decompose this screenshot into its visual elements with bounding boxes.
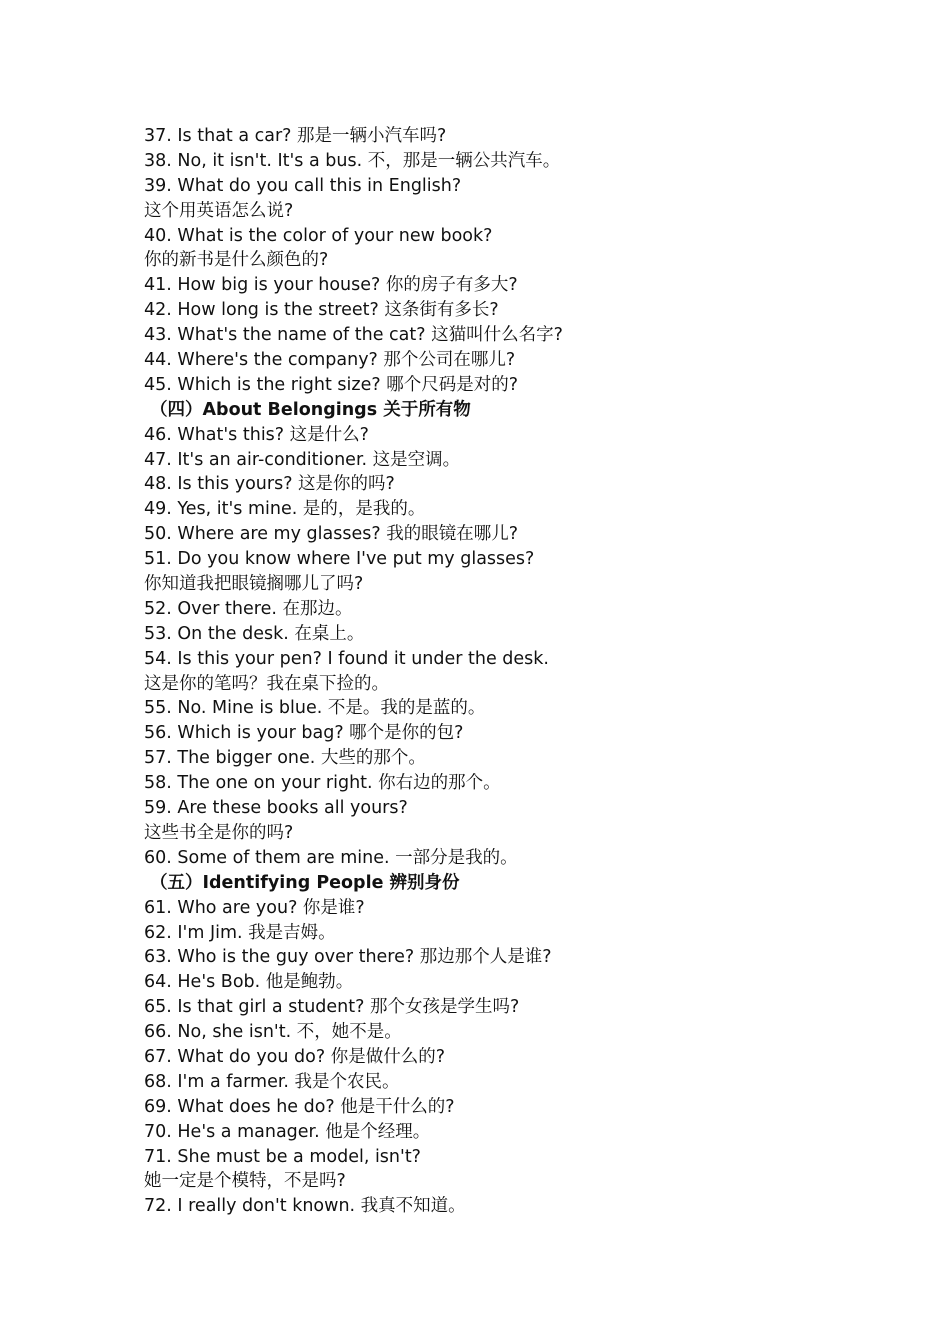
phrase-line: 49. Yes, it's mine. 是的，是我的。 bbox=[144, 499, 426, 520]
phrase-line: 52. Over there. 在那边。 bbox=[144, 598, 353, 619]
phrase-line: 44. Where's the company? 那个公司在哪儿? bbox=[144, 350, 516, 371]
phrase-line: 40. What is the color of your new book? bbox=[144, 225, 493, 246]
phrase-line: 这是你的笔吗？我在桌下捡的。 bbox=[144, 673, 389, 694]
phrase-line: 65. Is that girl a student? 那个女孩是学生吗? bbox=[144, 997, 520, 1018]
phrase-line: 60. Some of them are mine. 一部分是我的。 bbox=[144, 847, 518, 868]
phrase-line: 64. He's Bob. 他是鲍勃。 bbox=[144, 972, 354, 993]
phrase-line: 45. Which is the right size? 哪个尺码是对的? bbox=[144, 374, 519, 395]
phrase-line: 59. Are these books all yours? bbox=[144, 798, 408, 819]
section-heading: （五）Identifying People 辨别身份 bbox=[150, 872, 460, 893]
section-heading: （四）About Belongings 关于所有物 bbox=[150, 399, 471, 420]
phrase-line: 70. He's a manager. 他是个经理。 bbox=[144, 1121, 431, 1142]
phrase-line: 38. No, it isn't. It's a bus. 不，那是一辆公共汽车。 bbox=[144, 150, 561, 171]
phrase-line: 48. Is this yours? 这是你的吗? bbox=[144, 474, 395, 495]
phrase-line: 42. How long is the street? 这条街有多长? bbox=[144, 300, 499, 321]
phrase-line: 47. It's an air-conditioner. 这是空调。 bbox=[144, 449, 461, 470]
phrase-line: 62. I'm Jim. 我是吉姆。 bbox=[144, 922, 336, 943]
phrase-line: 68. I'm a farmer. 我是个农民。 bbox=[144, 1071, 400, 1092]
phrase-line: 46. What's this? 这是什么? bbox=[144, 424, 369, 445]
phrase-line: 39. What do you call this in English? bbox=[144, 175, 462, 196]
document-page bbox=[144, 124, 904, 1219]
phrase-line: 37. Is that a car? 那是一辆小汽车吗? bbox=[144, 126, 447, 146]
phrase-list bbox=[144, 124, 904, 1219]
phrase-line: 66. No, she isn't. 不，她不是。 bbox=[144, 1022, 402, 1043]
phrase-line: 50. Where are my glasses? 我的眼镜在哪儿? bbox=[144, 524, 518, 545]
phrase-line: 54. Is this your pen? I found it under the desk. bbox=[144, 648, 549, 669]
phrase-line: 61. Who are you? 你是谁? bbox=[144, 897, 365, 918]
phrase-line: 你的新书是什么颜色的? bbox=[144, 250, 329, 271]
phrase-line: 41. How big is your house? 你的房子有多大? bbox=[144, 275, 518, 296]
phrase-line: 43. What's the name of the cat? 这猫叫什么名字? bbox=[144, 325, 563, 346]
phrase-line: 69. What does he do? 他是干什么的? bbox=[144, 1096, 455, 1117]
phrase-line: 她一定是个模特，不是吗? bbox=[144, 1171, 346, 1192]
phrase-line: 67. What do you do? 你是做什么的? bbox=[144, 1046, 445, 1067]
phrase-line: 58. The one on your right. 你右边的那个。 bbox=[144, 773, 501, 794]
phrase-line: 53. On the desk. 在桌上。 bbox=[144, 623, 365, 644]
phrase-line: 51. Do you know where I've put my glasses? bbox=[144, 549, 535, 570]
phrase-line: 这些书全是你的吗? bbox=[144, 822, 294, 843]
phrase-line: 你知道我把眼镜搁哪儿了吗? bbox=[144, 574, 364, 595]
phrase-line: 71. She must be a model, isn't? bbox=[144, 1146, 421, 1167]
phrase-line: 55. No. Mine is blue. 不是。我的是蓝的。 bbox=[144, 698, 486, 719]
phrase-line: 63. Who is the guy over there? 那边那个人是谁? bbox=[144, 947, 552, 968]
phrase-line: 56. Which is your bag? 哪个是你的包? bbox=[144, 723, 464, 744]
phrase-line: 57. The bigger one. 大些的那个。 bbox=[144, 748, 426, 769]
phrase-line: 72. I really don't known. 我真不知道。 bbox=[144, 1196, 466, 1217]
phrase-line: 这个用英语怎么说? bbox=[144, 200, 294, 221]
